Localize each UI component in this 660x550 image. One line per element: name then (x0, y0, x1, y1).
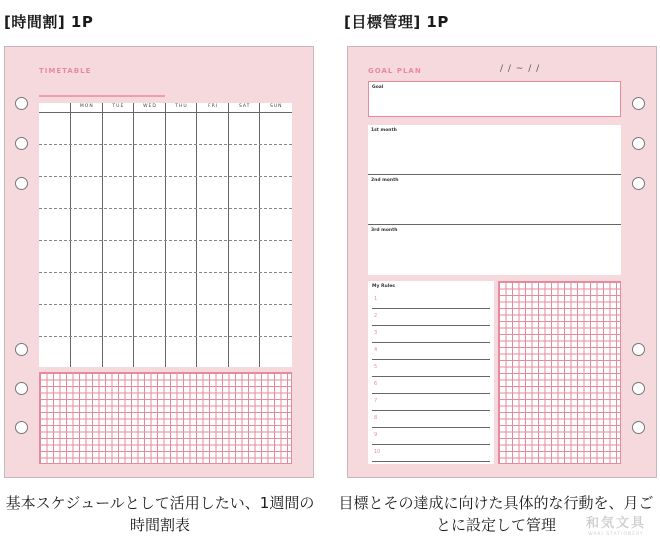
period-rule (39, 272, 292, 273)
goal-plan-heading: [目標管理] 1P (344, 13, 449, 31)
rule-line (372, 325, 490, 326)
rule-line (372, 427, 490, 428)
period-rule (39, 176, 292, 177)
month-label: 2nd month (371, 178, 399, 183)
period-rule (39, 304, 292, 305)
watermark-subtext: WAKI STATIONERY (588, 532, 644, 537)
timetable-caption: 基本スケジュールとして活用したい、1週間の時間割表 (5, 494, 315, 534)
rules-label: My Rules (372, 284, 395, 289)
column-rule (259, 103, 260, 367)
monthly-plan-box (368, 125, 621, 275)
sheet-title: GOAL PLAN (368, 67, 422, 75)
day-label: THU (175, 104, 188, 109)
day-label: FRI (208, 104, 219, 109)
brand-watermark (576, 517, 656, 538)
rule-number: 4 (374, 347, 378, 353)
month-divider (368, 174, 621, 175)
binder-hole (15, 382, 28, 395)
period-rule (39, 208, 292, 209)
memo-grid (39, 372, 292, 464)
column-rule (102, 103, 103, 367)
day-label: SAT (238, 104, 251, 109)
sheet-title: TIMETABLE (39, 67, 92, 75)
rule-number: 8 (374, 415, 378, 421)
timetable-sheet (4, 46, 314, 478)
day-label: SUN (269, 104, 283, 109)
goal-plan-sheet (347, 46, 657, 478)
rule-line (372, 308, 490, 309)
binder-hole (15, 137, 28, 150)
month-divider (368, 224, 621, 225)
binder-hole (632, 343, 645, 356)
column-rule (196, 103, 197, 367)
rule-line (372, 410, 490, 411)
binder-hole (15, 421, 28, 434)
rule-number: 3 (374, 330, 378, 336)
my-rules-box (368, 281, 494, 464)
binder-hole (15, 177, 28, 190)
binder-hole (15, 343, 28, 356)
memo-grid (498, 281, 621, 464)
column-rule (70, 103, 71, 367)
rule-number: 10 (374, 449, 381, 455)
binder-hole (632, 421, 645, 434)
day-label: MON (79, 104, 94, 109)
timetable-heading: [時間割] 1P (4, 13, 94, 31)
binder-hole (632, 97, 645, 110)
column-rule (133, 103, 134, 367)
rule-line (372, 342, 490, 343)
title-underline (39, 95, 165, 97)
day-label: TUE (112, 104, 125, 109)
binder-hole (632, 177, 645, 190)
goal-box (368, 81, 621, 117)
binder-hole (632, 382, 645, 395)
period-rule (39, 144, 292, 145)
month-label: 3rd month (371, 228, 398, 233)
binder-hole (632, 137, 645, 150)
timetable-grid (39, 103, 292, 367)
day-label: WED (143, 104, 157, 109)
binder-hole (15, 97, 28, 110)
watermark-logo-text: 和気文具 (585, 516, 646, 531)
rule-line (372, 376, 490, 377)
date-range: / / ~ / / (500, 64, 541, 74)
rule-number: 6 (374, 381, 378, 387)
rule-line (372, 461, 490, 462)
month-label: 1st month (371, 128, 397, 133)
rule-number: 5 (374, 364, 378, 370)
rule-line (372, 393, 490, 394)
rule-number: 1 (374, 296, 378, 302)
goal-label: Goal (372, 85, 384, 90)
rule-line (372, 444, 490, 445)
rule-number: 2 (374, 313, 378, 319)
column-rule (228, 103, 229, 367)
rule-number: 7 (374, 398, 378, 404)
period-rule (39, 240, 292, 241)
goal-plan-caption: 目標とその達成に向けた具体的な行動を、月ごとに設定して管理 (338, 494, 654, 534)
rule-number: 9 (374, 432, 378, 438)
period-rule (39, 336, 292, 337)
rule-line (372, 359, 490, 360)
column-rule (165, 103, 166, 367)
